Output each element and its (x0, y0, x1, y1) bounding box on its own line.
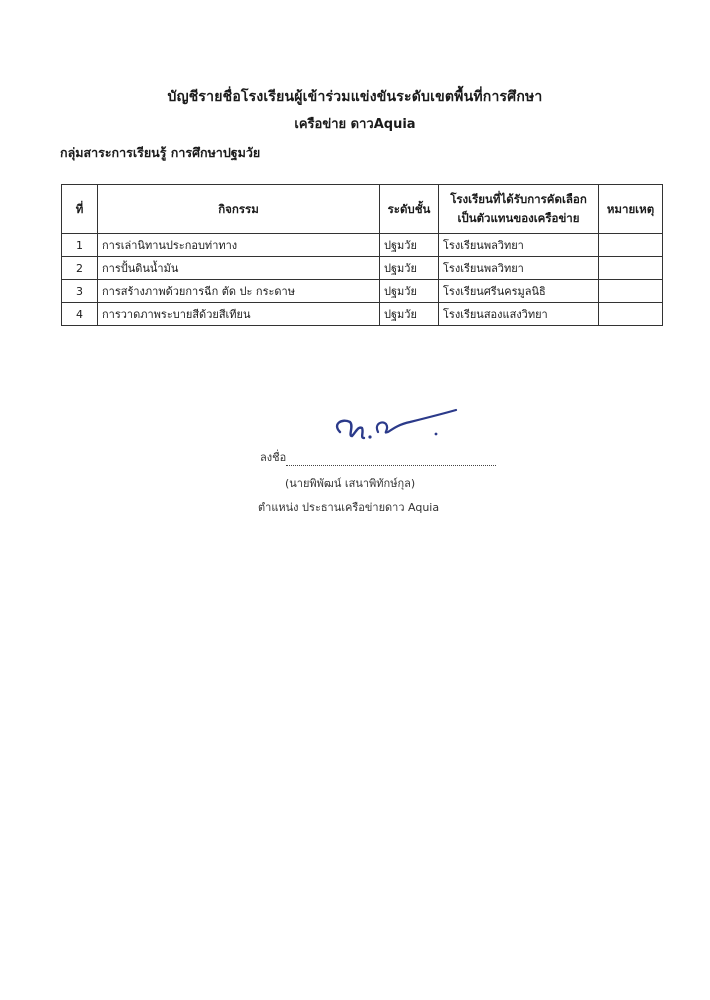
row-remark (599, 257, 663, 280)
row-no: 2 (62, 257, 98, 280)
row-activity: การวาดภาพระบายสีด้วยสีเทียน (98, 303, 380, 326)
school-list-table (61, 184, 663, 326)
handwritten-signature (318, 402, 468, 450)
row-school: โรงเรียนพลวิทยา (439, 257, 599, 280)
row-remark (599, 303, 663, 326)
row-remark (599, 280, 663, 303)
header-school-line1: โรงเรียนที่ได้รับการคัดเลือก (450, 192, 587, 206)
row-remark (599, 234, 663, 257)
row-level: ปฐมวัย (380, 257, 439, 280)
subject-group: กลุ่มสาระการเรียนรู้ การศึกษาปฐมวัย (60, 145, 261, 160)
row-no: 4 (62, 303, 98, 326)
table-row (62, 257, 663, 280)
signer-position: ตำแหน่ง ประธานเครือข่ายดาว Aquia (258, 501, 440, 514)
table-header-row (62, 185, 663, 234)
document-title: บัญชีรายชื่อโรงเรียนผู้เข้าร่วมแข่งขันระดับเขตพื้นที่การศึกษา (167, 89, 543, 105)
header-school-line2: เป็นตัวแทนของเครือข่าย (457, 211, 580, 225)
row-activity: การสร้างภาพด้วยการฉีก ตัด ปะ กระดาษ (98, 280, 380, 303)
signature-line (260, 448, 496, 466)
row-activity: การเล่านิทานประกอบท่าทาง (98, 234, 380, 257)
header-no: ที่ (62, 185, 98, 234)
row-level: ปฐมวัย (380, 234, 439, 257)
table-row (62, 280, 663, 303)
sign-label: ลงชื่อ (260, 451, 287, 464)
header-activity: กิจกรรม (98, 185, 380, 234)
header-remark: หมายเหตุ (599, 185, 663, 234)
table-row (62, 234, 663, 257)
row-no: 3 (62, 280, 98, 303)
signer-name: (นายพิพัฒน์ เสนาพิทักษ์กุล) (285, 477, 416, 490)
header-school (439, 185, 599, 234)
table-row (62, 303, 663, 326)
row-level: ปฐมวัย (380, 280, 439, 303)
row-school: โรงเรียนพลวิทยา (439, 234, 599, 257)
row-school: โรงเรียนศรีนครมูลนิธิ (439, 280, 599, 303)
row-no: 1 (62, 234, 98, 257)
row-activity: การปั้นดินน้ำมัน (98, 257, 380, 280)
header-level: ระดับชั้น (380, 185, 439, 234)
row-level: ปฐมวัย (380, 303, 439, 326)
row-school: โรงเรียนสองแสงวิทยา (439, 303, 599, 326)
signature-dotted-line (286, 453, 496, 466)
document-subtitle: เครือข่าย ดาวAquia (294, 117, 416, 132)
